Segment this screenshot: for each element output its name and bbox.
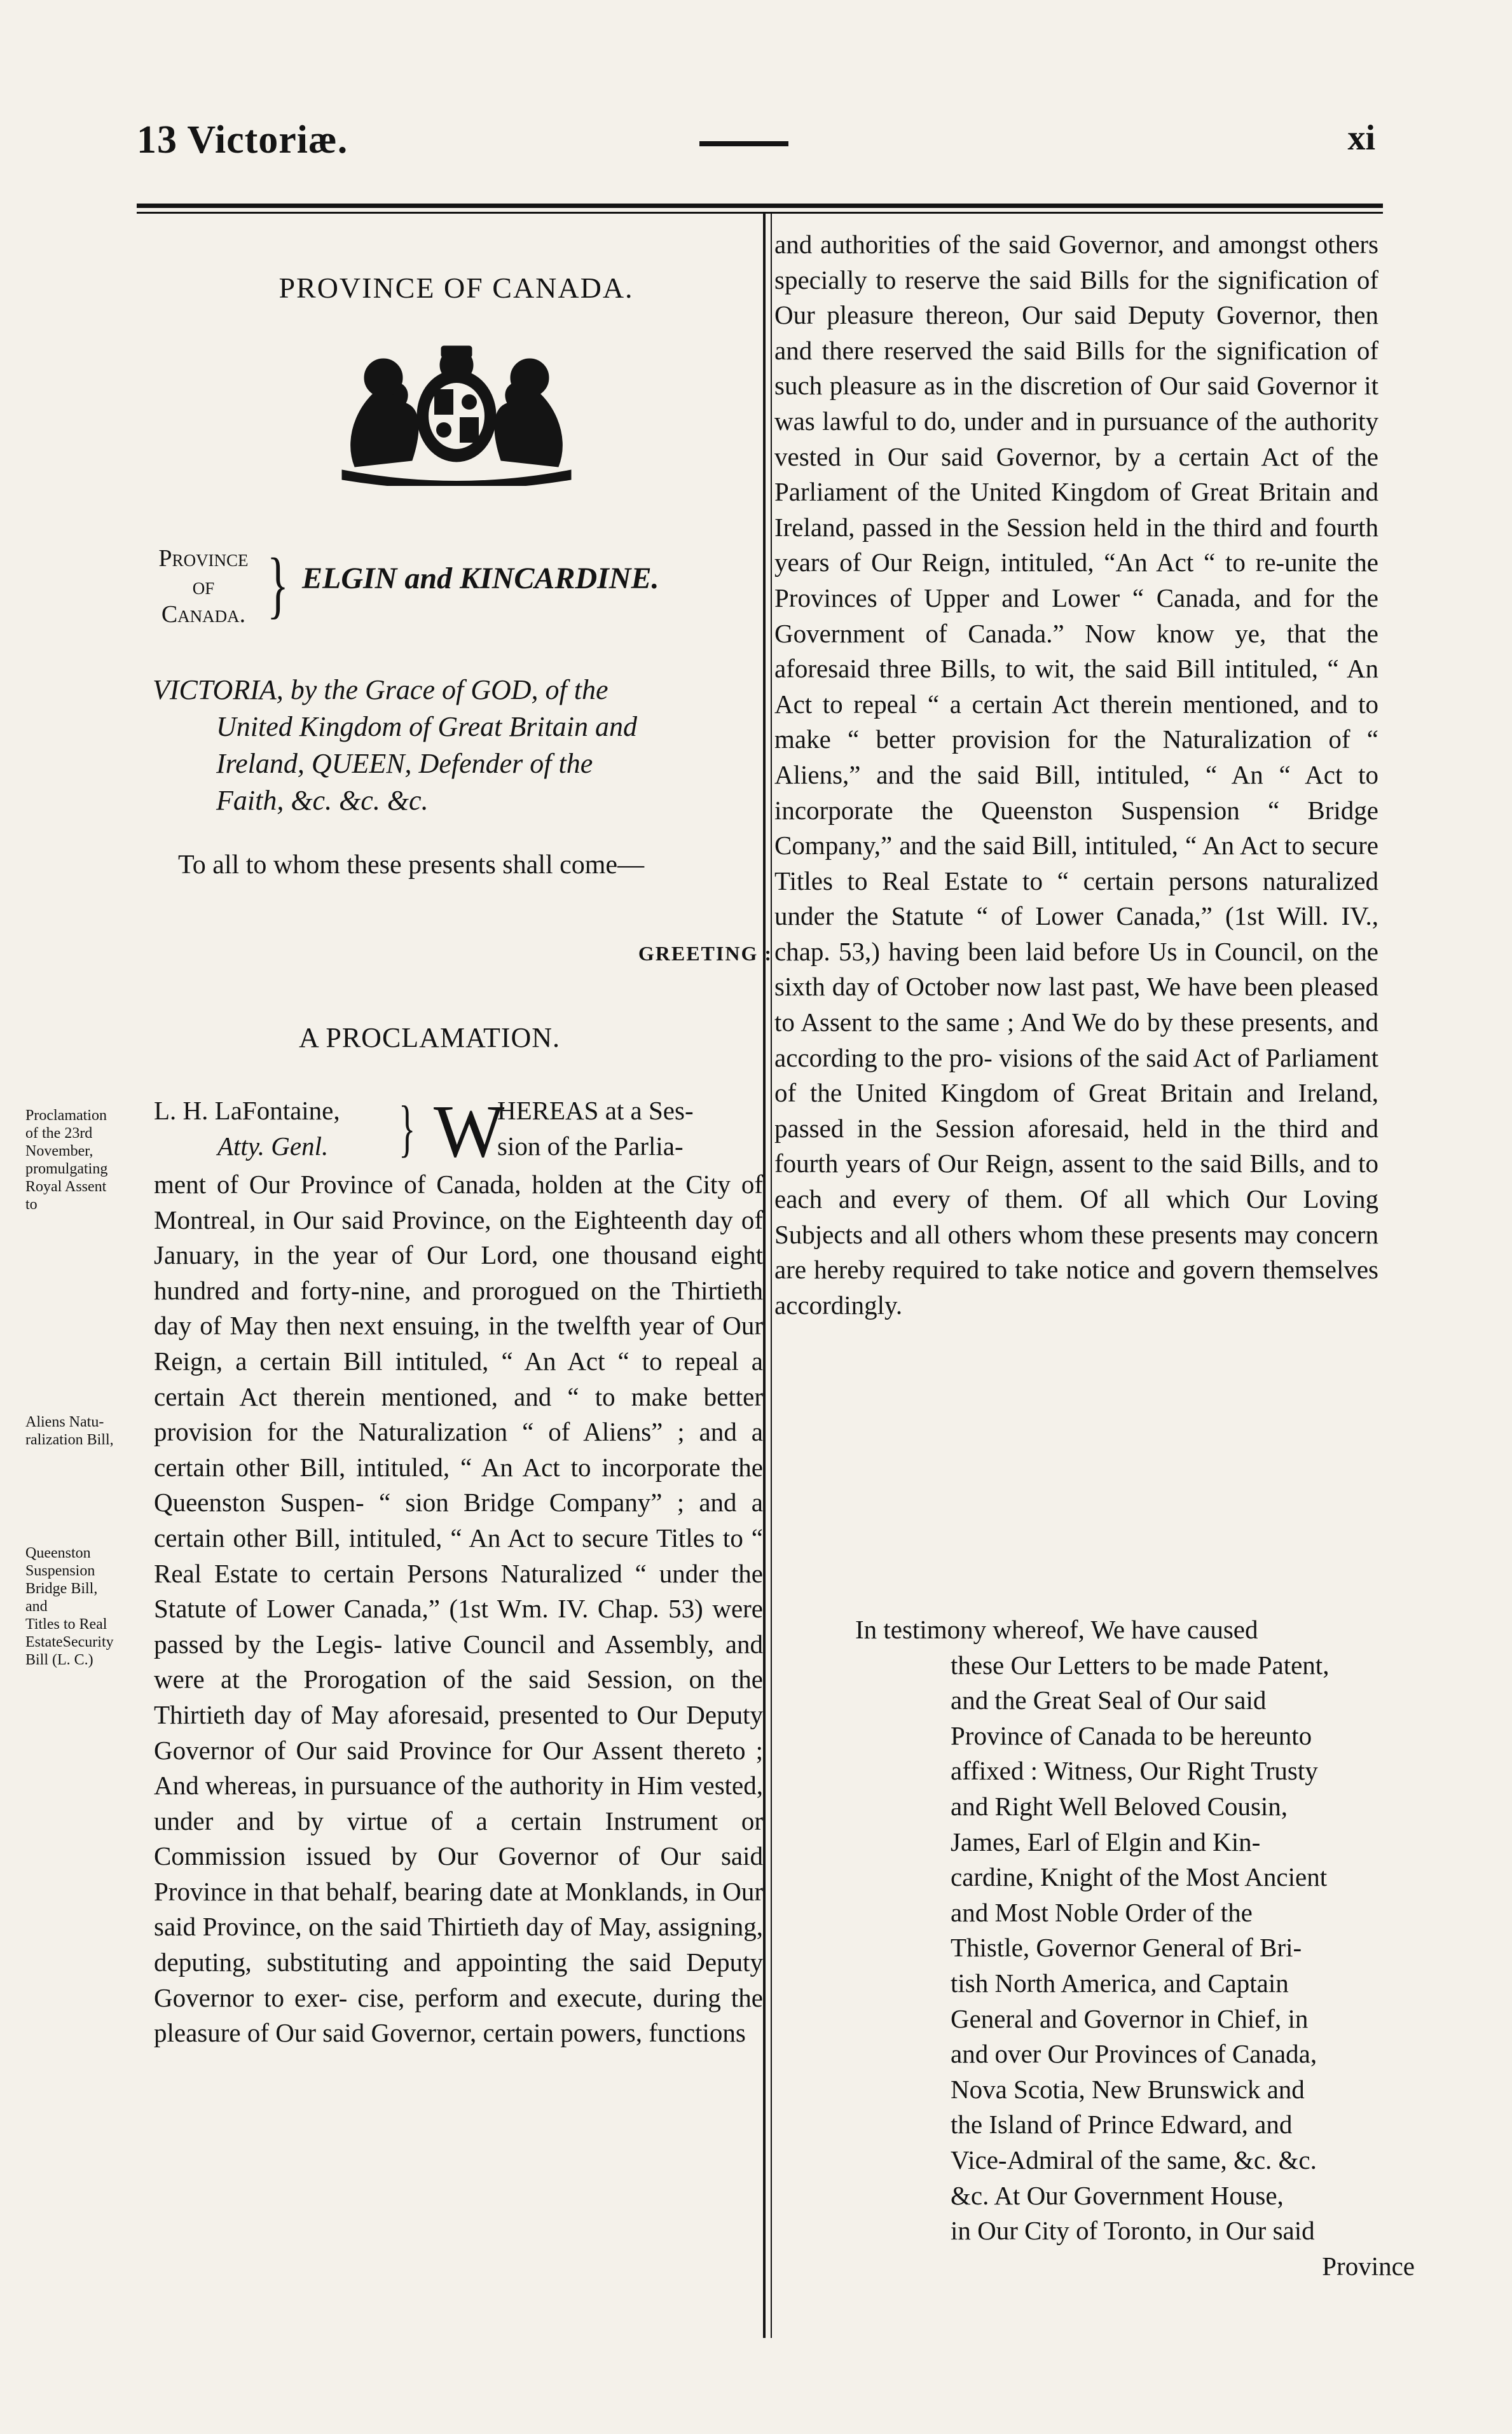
brace: } [399, 1093, 416, 1163]
proclamation-heading: A PROCLAMATION. [299, 1022, 561, 1053]
testimony-line: Nova Scotia, New Brunswick and [951, 2074, 1305, 2104]
opening-line: sion of the Parlia- [497, 1131, 684, 1161]
testimony-line: and Most Noble Order of the [951, 1897, 1253, 1927]
testimony-line: and over Our Provinces of Canada, [951, 2039, 1317, 2069]
margin-note [25, 1107, 146, 1214]
province-block [140, 544, 769, 633]
testimony-line: cardine, Knight of the Most Ancient [951, 1862, 1328, 1892]
province-word: Province [158, 545, 249, 572]
testimony-line: these Our Letters to be made Patent, [951, 1650, 1330, 1680]
margin-note-line: Proclamation [25, 1107, 107, 1124]
margin-note-line: of the 23rd [25, 1125, 93, 1142]
testimony-line: General and Governor in Chief, in [951, 2003, 1309, 2033]
proclamation-body-left: ment of Our Province of Canada, holden at the City of Montreal, in Our said Province, on the Eighteenth day of January, in the year of Our Lord, one thousand eight hundred and forty-nine, and prorogued on the Thirtieth day of May then next ensuing, in the twelfth year of Our Reign, a certain Bill intituled, “ An Act “ to repeal a certain Act therein mentioned, and “ to make better provision for the Naturalization “ of Aliens” ; and a certain other Bill, intituled, “ An Act to incorporate the Queenston Suspen- “ sion Bridge Company” ; and a certain other Bill, intituled, “ An Act to secure Titles to “ Real Estate to certain Persons Naturalized “ under the Statute of Lower Canada,” (1st Wm. IV. Chap. 53) were passed by the Legis- lative Council and Assembly, and were at the Prorogation of the said Session, on the Thirtieth day of May aforesaid, presented to Our Deputy Governor of Our said Province for Our Assent thereto ; And whereas, in pursuance of the authority in Him vested, under and by virtue of a certain Instrument or Commission issued by Our Governor of Our said Province in that behalf, bearing date at Monklands, in Our said Province, on the said Thirtieth day of May, assigning, deputing, substituting and appointing the said Deputy Governor to exer- cise, perform and execute, during the pleasure of Our said Governor, certain powers, functions [154, 1170, 763, 2048]
left-column [153, 214, 773, 1053]
header-rule [137, 204, 1383, 208]
of-word: of [192, 573, 215, 600]
margin-note-line: Suspension [25, 1563, 95, 1579]
opening-line: HEREAS at a Ses- [497, 1096, 694, 1125]
testimony-line: tish North America, and Captain [951, 1968, 1289, 1998]
canada-word: Canada. [161, 601, 246, 628]
column-divider [763, 214, 766, 2338]
testimony-line: In testimony whereof, We have caused [855, 1615, 1258, 1644]
margin-note-line: and [25, 1598, 48, 1615]
testimony-line: &c. At Our Government House, [951, 2180, 1284, 2210]
testimony-line: and the Great Seal of Our said [951, 1685, 1267, 1715]
proclamation-body-right: and authorities of the said Governor, and amongst others specially to reserve the said Bills for the signification of Our pleasure thereon, Our said Deputy Governor, then and there reserved the said Bills for the signification of such pleasure as in the discretion of Our said Governor it was lawful to do, under and in pursuance of the authority vested in Our said Governor, by a certain Act of the Parliament of the United Kingdom of Great Britain and Ireland, passed in the Session held in the third and fourth years of Our Reign, intituled, “An Act “ to re-unite the Provinces of Upper and Lower “ Canada, and for the Government of Canada.” Now know ye, that the aforesaid three Bills, to wit, the said Bill intituled, “ An Act to repeal “ a certain Act therein mentioned, and to make “ better provision for the Naturalization of “ Aliens,” and the said Bill, intituled, “ An “ Act to incorporate the Queenston Suspension “ Bridge Company,” and the said Bill, intituled, “ An Act to secure Titles to Real Estate to “ certain persons naturalized under the Statute “ of Lower Canada,” (1st Will. IV., chap. 53,) having been laid before Us in Council, on the sixth day of October now last past, We have been pleased to Assent to the same ; And We do by these presents, and according to the pro- visions of the said Act of Parliament of the United Kingdom of Great Britain and Ireland, passed in the Session aforesaid, held in the third and fourth years of Our Reign, assent to the said Bills, and to each and every of them. Of all which Our Loving Subjects and all others whom these presents may concern are hereby required to take notice and govern themselves accordingly. [774, 230, 1378, 1320]
margin-note-line: Bill (L. C.) [25, 1652, 93, 1668]
royal-style [153, 672, 763, 819]
royal-style-line: Faith, &c. &c. &c. [216, 785, 429, 816]
testimony-line: and Right Well Beloved Cousin, [951, 1791, 1288, 1821]
salutation: To all to whom these presents shall come— [178, 850, 645, 880]
margin-note-line: Aliens Natu- [25, 1414, 104, 1430]
testimony-clause [855, 1612, 1415, 2284]
testimony-line: Thistle, Governor General of Bri- [951, 1933, 1302, 1963]
royal-style-line: VICTORIA, by the Grace of GOD, of the [153, 674, 608, 705]
elgin-kincardine: ELGIN and KINCARDINE. [302, 562, 659, 595]
drop-cap: W [434, 1089, 505, 1173]
testimony-line: Province of Canada to be hereunto [951, 1720, 1312, 1750]
column-divider-thin [771, 214, 772, 2338]
testimony-line: the Island of Prince Edward, and [951, 2110, 1293, 2140]
testimony-line: Vice-Admiral of the same, &c. &c. [951, 2145, 1317, 2175]
proclamation-opening [154, 1089, 764, 1173]
margin-note-line: promulgating [25, 1161, 108, 1177]
testimony-line: affixed : Witness, Our Right Trusty [951, 1756, 1318, 1786]
margin-note [25, 1413, 146, 1449]
margin-note-line: November, [25, 1143, 93, 1159]
margin-note-line: Bridge Bill, [25, 1580, 98, 1597]
margin-note [25, 1544, 146, 1669]
province-heading: PROVINCE OF CANADA. [278, 272, 634, 304]
margin-note-line: Queenston [25, 1545, 91, 1561]
signatory-name: L. H. LaFontaine, [154, 1096, 340, 1125]
greeting: GREETING : [638, 942, 773, 965]
margin-note-line: ralization Bill, [25, 1432, 114, 1448]
province-of-canada-label [140, 544, 267, 628]
testimony-line: James, Earl of Elgin and Kin- [951, 1827, 1261, 1857]
testimony-line: Province [1322, 2251, 1415, 2281]
royal-coat-of-arms-icon [317, 340, 596, 486]
header-dash [699, 141, 788, 146]
brace: } [267, 543, 289, 626]
page-number: xi [1347, 118, 1375, 158]
royal-style-line: United Kingdom of Great Britain and [216, 711, 638, 742]
margin-note-line: Titles to Real [25, 1616, 107, 1633]
margin-note-line: Royal Assent [25, 1179, 107, 1195]
running-header-title: 13 Victoriæ. [137, 118, 348, 162]
margin-note-line: to [25, 1196, 38, 1213]
signatory-title: Atty. Genl. [217, 1131, 329, 1161]
margin-note-line: EstateSecurity [25, 1634, 114, 1650]
royal-style-line: Ireland, QUEEN, Defender of the [216, 748, 593, 779]
testimony-line: in Our City of Toronto, in Our said [951, 2216, 1315, 2246]
